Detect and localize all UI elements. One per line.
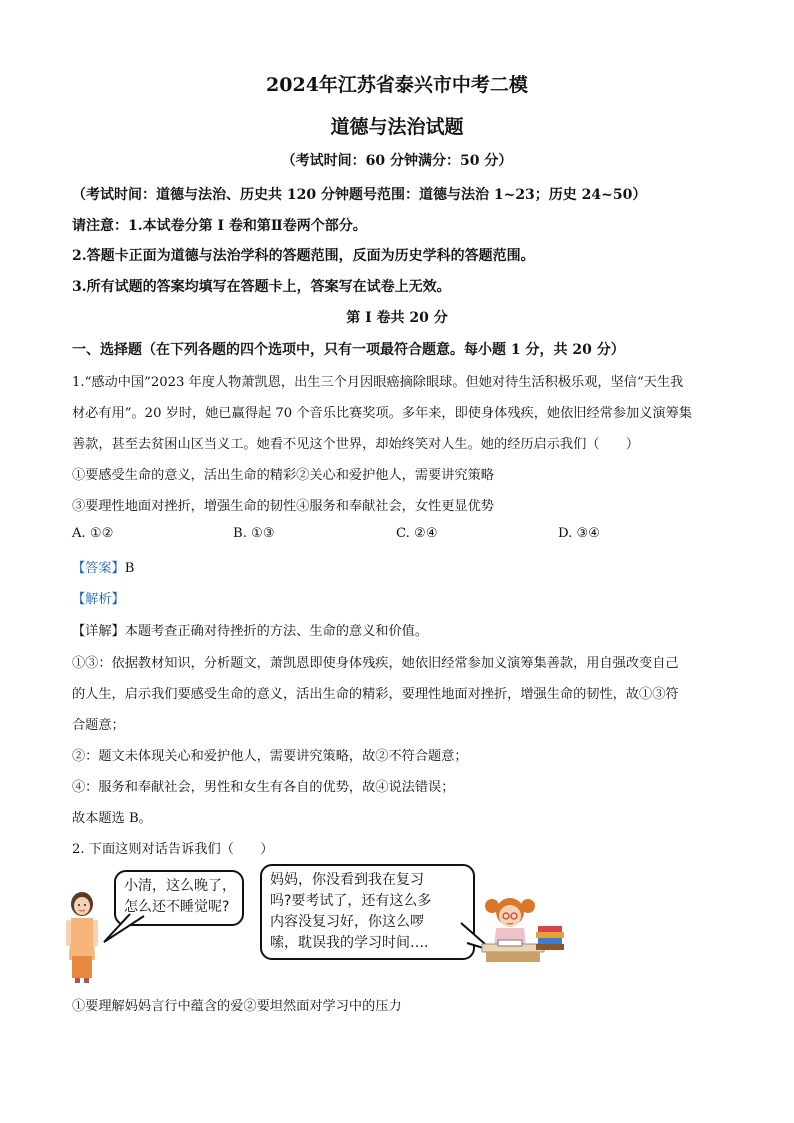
section-title: 第 I 卷共 20 分	[346, 310, 448, 326]
q1-answer-row	[72, 557, 134, 576]
q1-conclusion: 故本题选 B。	[72, 811, 152, 826]
q1-stem-line-2: 材必有用”。20 岁时，她已赢得起 70 个音乐比赛奖项。多年来，即使身体残疾，她依旧经常参加义演筹集	[72, 406, 692, 421]
answer-tag: 【答案】	[72, 561, 125, 576]
mother-figure-illustration	[62, 890, 102, 985]
girl-speech-line-2: 吗?要考试了，还有这么多	[270, 893, 432, 909]
page-title: 2024年江苏省泰兴市中考二模	[266, 74, 528, 96]
q1-explanation-1-line-1: ①③：依据教材知识，分析题文，萧凯恩即使身体残疾，她依旧经常参加义演筹集善款，用自强改变自己	[72, 656, 679, 671]
q1-item-line-2: ③要理性地面对挫折，增强生命的韧性④服务和奉献社会，女性更显优势	[72, 499, 494, 514]
part-heading: 一、选择题（在下列各题的四个选项中，只有一项最符合题意。每小题 1 分，共 20 分）	[72, 342, 625, 358]
exam-time: （考试时间：60 分钟满分：50 分）	[281, 153, 513, 169]
girl-speech-bubble	[260, 864, 475, 960]
mother-bubble-tail	[100, 912, 150, 947]
mother-speech-line-1: 小清，这么晚了，	[124, 878, 236, 894]
q1-option-c: C. ②④	[396, 526, 438, 541]
girl-studying-illustration	[480, 892, 570, 972]
girl-speech-line-4: 嗦，耽误我的学习时间….	[270, 935, 429, 951]
q1-option-b: B. ①③	[233, 526, 275, 541]
q1-item-line-1: ①要感受生命的意义，活出生命的精彩②关心和爱护他人，需要讲究策略	[72, 468, 494, 483]
q1-explanation-2: ②：题文未体现关心和爱护他人，需要讲究策略，故②不符合题意；	[72, 749, 468, 764]
girl-speech-line-3: 内容没复习好，你这么啰	[270, 914, 424, 930]
analysis-tag: 【解析】	[72, 592, 125, 607]
q1-stem-line-3: 善款，甚至去贫困山区当义工。她看不见这个世界，却始终笑对人生。她的经历启示我们（ ）	[72, 437, 640, 452]
q1-option-a: A. ①②	[72, 526, 114, 541]
mother-speech-line-2: 怎么还不睡觉呢?	[124, 899, 230, 915]
subject-title: 道德与法治试题	[330, 116, 464, 138]
q2-stem: 2. 下面这则对话告诉我们（ ）	[72, 842, 274, 857]
q1-explanation-1-line-2: 的人生，启示我们要感受生命的意义，活出生命的精彩，要理性地面对挫折，增强生命的韧性，故①③符	[72, 687, 679, 702]
detail-tag: 【详解】	[72, 624, 125, 639]
notes-line-4: 3.所有试题的答案均填写在答题卡上，答案写在试卷上无效。	[72, 279, 451, 295]
notes-line-1: （考试时间：道德与法治、历史共 120 分钟题号范围：道德与法治 1~23；历史 24~50）	[72, 187, 647, 203]
q1-stem-line-1: 1.“感动中国”2023 年度人物萧凯恩，出生三个月因眼癌摘除眼球。但她对待生活积极乐观，坚信“天生我	[72, 375, 684, 390]
q1-explanation-3: ④：服务和奉献社会，男性和女生有各自的优势，故④说法错误；	[72, 780, 455, 795]
q2-item-line-1: ①要理解妈妈言行中蕴含的爱②要坦然面对学习中的压力	[72, 999, 402, 1014]
q1-option-d: D. ③④	[558, 526, 601, 541]
answer-value: B	[124, 561, 135, 576]
q1-detail-row	[72, 620, 428, 639]
notes-line-2: 请注意：1.本试卷分第 I 卷和第Ⅱ卷两个部分。	[72, 218, 367, 234]
dialogue-comic	[62, 862, 582, 987]
girl-speech-line-1: 妈妈，你没看到我在复习	[270, 872, 424, 888]
detail-text: 本题考查正确对待挫折的方法、生命的意义和价值。	[124, 624, 429, 639]
notes-line-3: 2.答题卡正面为道德与法治学科的答题范围，反面为历史学科的答题范围。	[72, 248, 535, 264]
q1-explanation-1-line-3: 合题意；	[72, 718, 125, 733]
